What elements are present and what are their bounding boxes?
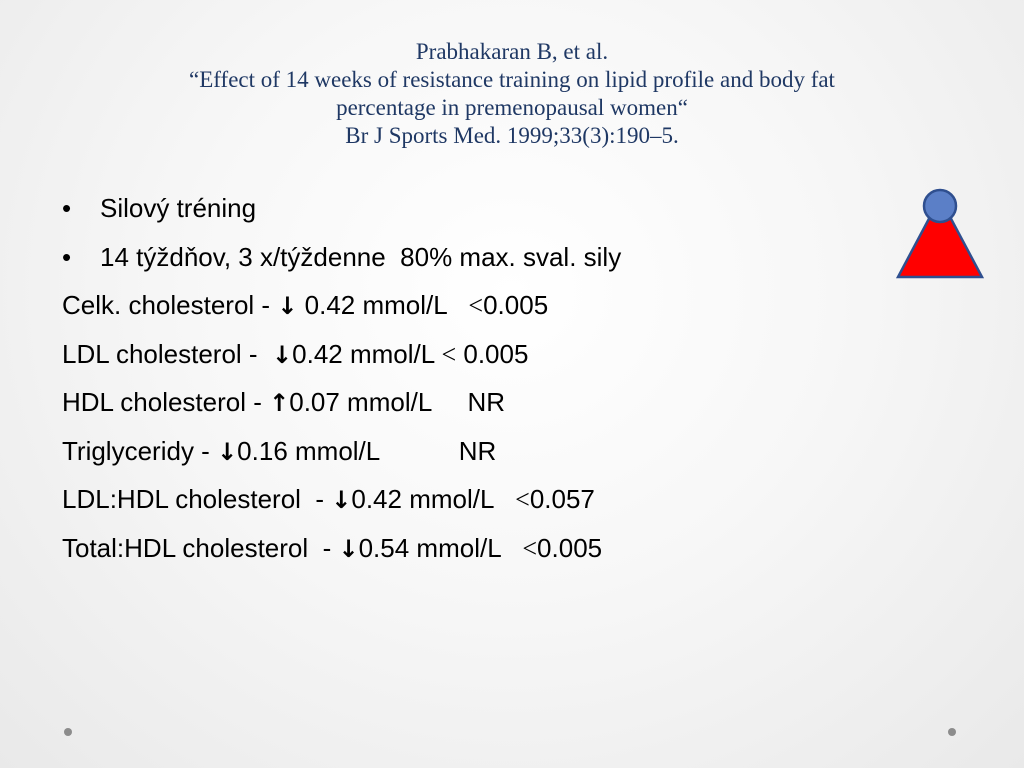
less-than-sign: < <box>468 291 484 320</box>
bullet-text: Silový tréning <box>100 193 257 223</box>
result-label: Total:HDL cholesterol - <box>62 532 339 563</box>
result-row-ldl-hdl-ratio <box>62 479 882 528</box>
bullet-text: 14 týždňov, 3 x/týždenne 80% max. sval. sily <box>100 241 622 272</box>
title-authors: Prabhakaran B, et al. <box>415 39 609 64</box>
result-value: 0.42 mmol/L <box>297 290 469 320</box>
result-row-total-hdl-ratio <box>62 528 882 577</box>
result-row-ldl-cholesterol <box>62 334 882 383</box>
result-value: 0.07 mmol/L <box>289 387 468 417</box>
title-article-line-2: percentage in premenopausal women“ <box>336 95 688 120</box>
less-than-sign: < <box>522 533 538 563</box>
result-value: 0.16 mmol/L <box>237 435 459 466</box>
bullet-item <box>62 188 882 237</box>
arrow-down-icon: ↓ <box>331 486 352 514</box>
slide-title <box>40 38 984 150</box>
p-value: 0.005 <box>456 338 529 369</box>
arrow-down-icon: ↓ <box>338 534 359 563</box>
result-value: 0.42 mmol/L <box>351 484 516 514</box>
title-article-line-1: “Effect of 14 weeks of resistance training on lipid profile and body fat <box>189 67 835 92</box>
arrow-down-icon: ↓ <box>277 292 298 320</box>
result-row-total-cholesterol <box>62 285 882 334</box>
p-value: NR <box>467 387 506 417</box>
bullet-item <box>62 237 882 286</box>
less-than-sign: < <box>441 339 457 369</box>
corner-dot-bottom-left <box>64 728 72 736</box>
result-label: LDL cholesterol - <box>62 338 273 369</box>
corner-dot-bottom-right <box>948 728 956 736</box>
circle-head <box>924 190 956 222</box>
result-value: 0.54 mmol/L <box>358 532 523 563</box>
person-triangle-icon <box>896 186 984 282</box>
result-value: 0.42 mmol/L <box>292 338 442 369</box>
title-citation: Br J Sports Med. 1999;33(3):190–5. <box>345 123 679 148</box>
slide-content <box>62 188 882 576</box>
p-value: 0.005 <box>537 532 603 563</box>
p-value: 0.005 <box>483 290 549 320</box>
p-value: 0.057 <box>529 484 595 514</box>
p-value: NR <box>458 435 497 466</box>
result-row-hdl-cholesterol <box>62 382 882 431</box>
arrow-down-icon: ↓ <box>272 340 293 369</box>
result-label: LDL:HDL cholesterol - <box>62 484 332 514</box>
result-label: Celk. cholesterol - <box>62 290 278 320</box>
bullet-symbol: • <box>62 193 72 223</box>
less-than-sign: < <box>515 485 530 514</box>
result-label: HDL cholesterol - <box>62 387 270 417</box>
result-row-triglycerides <box>62 431 882 480</box>
arrow-up-icon: ↑ <box>269 389 290 417</box>
arrow-down-icon: ↓ <box>217 437 238 466</box>
bullet-symbol: • <box>62 241 72 272</box>
result-label: Triglyceridy - <box>62 435 218 466</box>
